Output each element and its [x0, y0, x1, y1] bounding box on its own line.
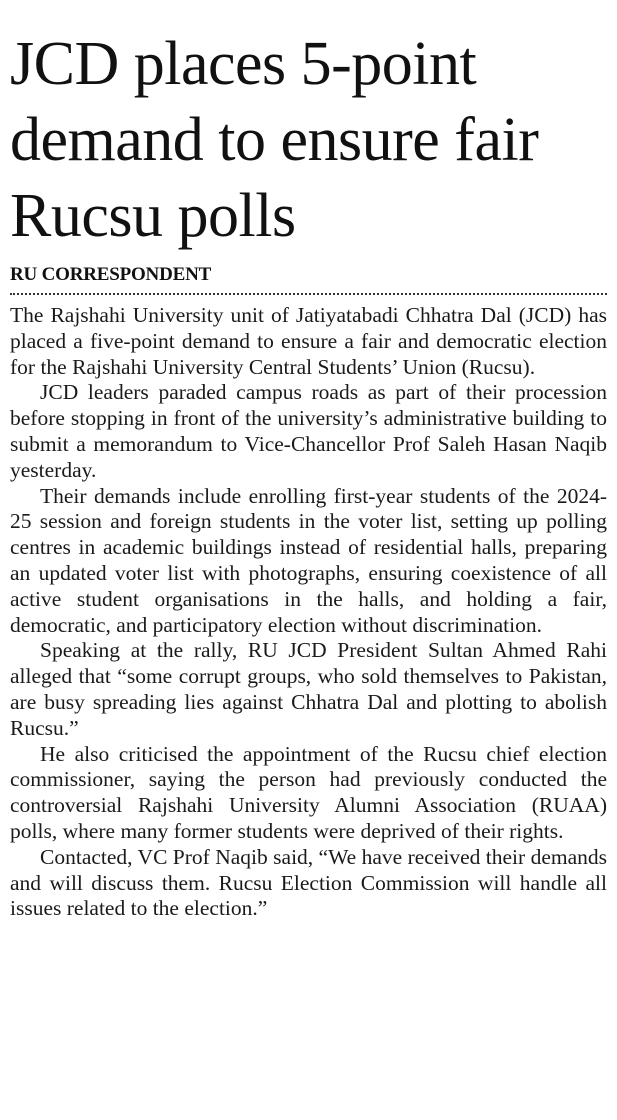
article-paragraph-5: He also criticised the appointment of the Rucsu chief election commissioner, saying the person had previously conducted the controversial Rajshahi University Alumni Association (RUAA) polls, where many former students were deprived of their rights.: [10, 741, 607, 843]
article-paragraph-1: The Rajshahi University unit of Jatiyatabadi Chhatra Dal (JCD) has placed a five-point demand to ensure a fair and democratic election for the Rajshahi University Central Students’ Union (Rucsu).: [10, 303, 607, 379]
article-headline: JCD places 5-point demand to ensure fair Rucsu polls: [10, 30, 539, 250]
article-paragraph-4: Speaking at the rally, RU JCD President Sultan Ahmed Rahi alleged that “some corrupt groups, who sold themselves to Pakistan, are busy spreading lies against Chhatra Dal and plotting to abolish Rucsu.”: [10, 638, 607, 740]
article-body: [10, 303, 607, 922]
article-paragraph-6: Contacted, VC Prof Naqib said, “We have received their demands and will discuss them. Rucsu Election Commission will handle all issues related to the election.”: [10, 844, 607, 921]
byline-divider: [10, 293, 607, 295]
article-paragraph-3: Their demands include enrolling first-year students of the 2024-25 session and foreign students in the voter list, setting up polling centres in academic buildings instead of residential halls, preparing an updated voter list with photographs, ensuring coexistence of all active student organisations in the halls, and holding a fair, democratic, and participatory election without discrimination.: [10, 483, 607, 637]
article-byline: RU CORRESPONDENT: [10, 264, 212, 285]
news-article: [10, 0, 607, 922]
article-paragraph-2: JCD leaders paraded campus roads as part of their procession before stopping in front of the university’s administrative building to submit a memorandum to Vice-Chancellor Prof Saleh Hasan Naqib yesterday.: [10, 380, 607, 482]
